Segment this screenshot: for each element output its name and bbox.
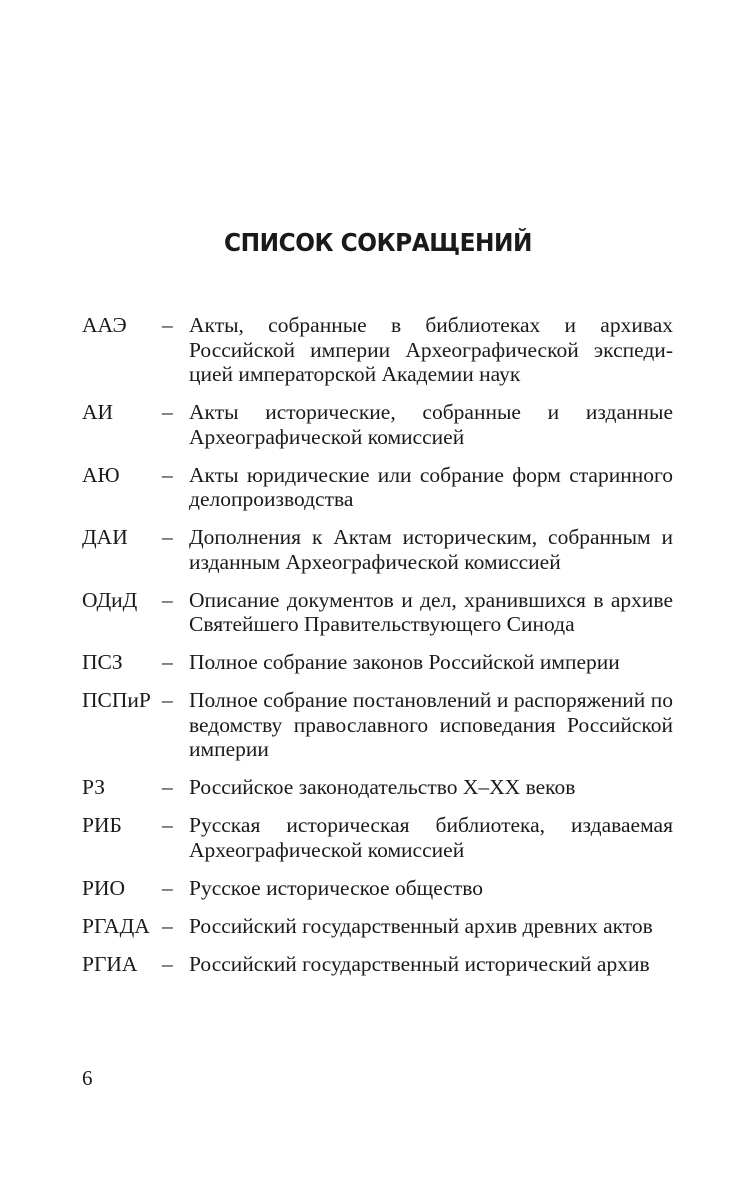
list-item: [82, 876, 673, 901]
abbreviation-description: Акты исторические, собранные и изданные Археографической комиссией: [189, 400, 673, 449]
list-item: [82, 952, 673, 977]
abbreviation: ДАИ: [82, 525, 128, 549]
abbreviation: ПСЗ: [82, 650, 123, 674]
dash-separator: –: [162, 587, 173, 612]
abbreviation: ААЭ: [82, 313, 127, 337]
abbreviation-description: Акты юридические или собрание форм старинного делопроизводства: [189, 462, 673, 511]
page-number: 6: [82, 1066, 93, 1090]
abbreviation: РГИА: [82, 951, 138, 976]
abbreviation: РИО: [82, 875, 126, 900]
list-item: [82, 588, 673, 637]
abbreviation: РИБ: [82, 813, 122, 837]
abbreviation-description: Российский государственный исторический архив: [189, 951, 650, 976]
abbreviation-description: Русское историческое общество: [189, 875, 483, 900]
abbreviation-description: Русская историческая библиотека, издаваемая Археографической комиссией: [189, 813, 673, 862]
list-item: [82, 813, 673, 862]
page-title: СПИСОК СОКРАЩЕНИЙ: [224, 228, 532, 257]
dash-separator: –: [162, 913, 173, 938]
abbreviation: АЮ: [82, 462, 120, 487]
list-item: [82, 775, 673, 800]
list-item: [82, 463, 673, 512]
dash-separator: –: [162, 775, 173, 799]
dash-separator: –: [162, 951, 173, 976]
dash-separator: –: [162, 400, 173, 424]
list-item: [82, 313, 673, 387]
dash-separator: –: [162, 875, 173, 900]
list-item: [82, 914, 673, 939]
abbreviation-description: Дополнения к Актам историческим, собранным и изданным Археографической комиссией: [189, 525, 673, 574]
abbreviation-description: Российский государственный архив древних актов: [189, 913, 653, 938]
abbreviation-description: Описание документов и дел, хранившихся в архиве Святейшего Правительствующего Синода: [189, 587, 673, 636]
abbreviation-list: [82, 313, 673, 990]
abbreviation-description: Акты, собранные в библиотеках и архивах Российской империи Археографической экспедицией императорской Академии наук: [189, 313, 673, 386]
abbreviation-description: Российское законодательство Х–ХХ веков: [189, 775, 576, 799]
abbreviation: РГАДА: [82, 913, 150, 938]
abbreviation: ОДиД: [82, 587, 138, 612]
dash-separator: –: [162, 462, 173, 487]
list-item: [82, 400, 673, 449]
abbreviation-description: Полное собрание законов Российской империи: [189, 650, 620, 674]
dash-separator: –: [162, 313, 173, 337]
list-item: [82, 650, 673, 675]
dash-separator: –: [162, 688, 173, 712]
abbreviation: РЗ: [82, 775, 105, 799]
abbreviation-description: Полное собрание постановлений и распоряжений по ведомству православного исповедания Российской империи: [189, 688, 673, 761]
dash-separator: –: [162, 525, 173, 549]
dash-separator: –: [162, 813, 173, 837]
abbreviation: ПСПиР: [82, 688, 151, 712]
abbreviation: АИ: [82, 400, 114, 424]
dash-separator: –: [162, 650, 173, 674]
list-item: [82, 688, 673, 762]
list-item: [82, 525, 673, 574]
